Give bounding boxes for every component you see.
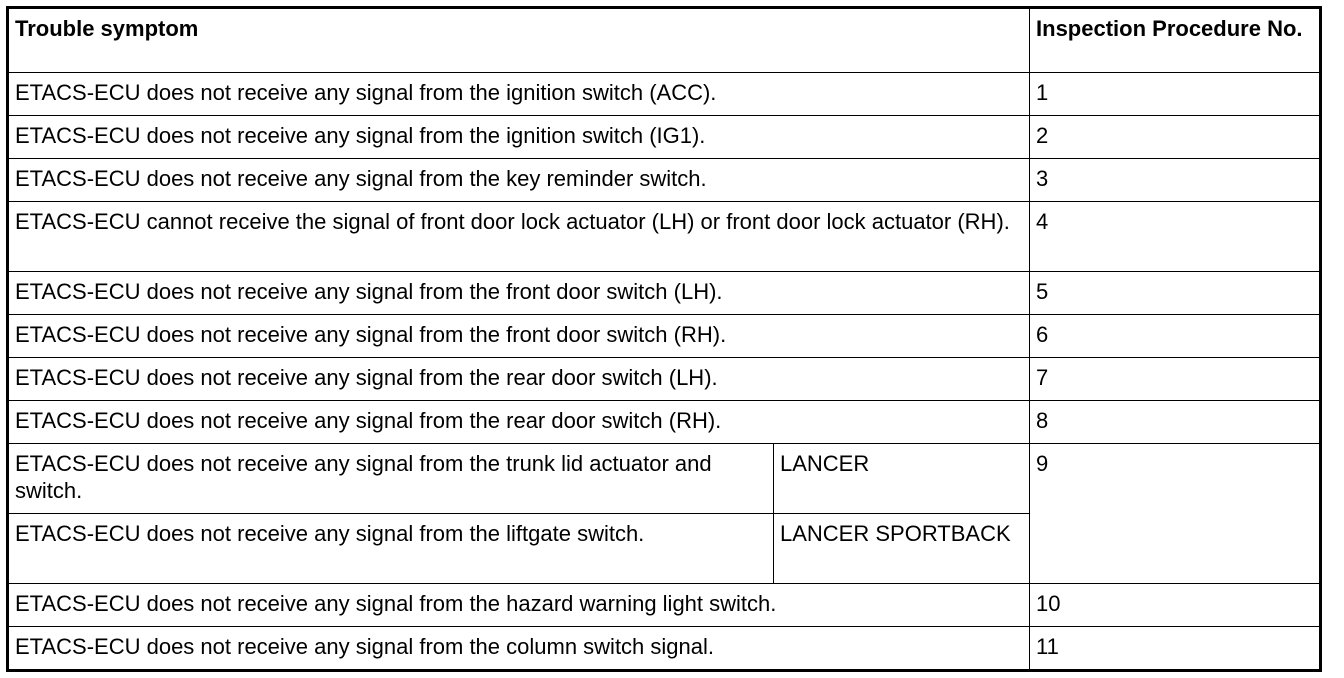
symptom-cell: ETACS-ECU does not receive any signal from the key reminder switch.	[8, 159, 1030, 202]
model-cell: LANCER SPORTBACK	[774, 514, 1030, 584]
model-cell: LANCER	[774, 444, 1030, 514]
trouble-symptom-table-wrapper	[6, 6, 1322, 672]
symptom-cell: ETACS-ECU does not receive any signal from the trunk lid actuator and switch.	[8, 444, 774, 514]
table-row	[8, 116, 1321, 159]
symptom-cell: ETACS-ECU does not receive any signal from the rear door switch (LH).	[8, 358, 1030, 401]
table-row	[8, 159, 1321, 202]
table-row	[8, 272, 1321, 315]
table-row	[8, 73, 1321, 116]
procedure-no-cell: 5	[1030, 272, 1321, 315]
symptom-cell: ETACS-ECU does not receive any signal from the front door switch (LH).	[8, 272, 1030, 315]
table-row	[8, 444, 1321, 514]
procedure-no-cell: 6	[1030, 315, 1321, 358]
table-row	[8, 202, 1321, 272]
symptom-cell: ETACS-ECU does not receive any signal from the ignition switch (ACC).	[8, 73, 1030, 116]
symptom-cell: ETACS-ECU does not receive any signal from the column switch signal.	[8, 627, 1030, 671]
procedure-no-cell: 8	[1030, 401, 1321, 444]
procedure-no-cell: 11	[1030, 627, 1321, 671]
procedure-no-cell: 4	[1030, 202, 1321, 272]
table-row	[8, 584, 1321, 627]
procedure-no-cell: 7	[1030, 358, 1321, 401]
table-row	[8, 401, 1321, 444]
procedure-no-cell: 2	[1030, 116, 1321, 159]
symptom-cell: ETACS-ECU cannot receive the signal of front door lock actuator (LH) or front door lock actuator (RH).	[8, 202, 1030, 272]
table-row	[8, 315, 1321, 358]
table-header-row	[8, 8, 1321, 73]
table-row	[8, 358, 1321, 401]
procedure-no-cell: 1	[1030, 73, 1321, 116]
procedure-no-cell: 10	[1030, 584, 1321, 627]
table-row	[8, 627, 1321, 671]
header-trouble-symptom: Trouble symptom	[8, 8, 1030, 73]
symptom-cell: ETACS-ECU does not receive any signal from the hazard warning light switch.	[8, 584, 1030, 627]
procedure-no-cell: 3	[1030, 159, 1321, 202]
symptom-cell: ETACS-ECU does not receive any signal from the rear door switch (RH).	[8, 401, 1030, 444]
symptom-cell: ETACS-ECU does not receive any signal from the ignition switch (IG1).	[8, 116, 1030, 159]
header-inspection-procedure-no: Inspection Procedure No.	[1030, 8, 1321, 73]
procedure-no-cell: 9	[1030, 444, 1321, 584]
trouble-symptom-table	[6, 6, 1322, 672]
symptom-cell: ETACS-ECU does not receive any signal from the front door switch (RH).	[8, 315, 1030, 358]
symptom-cell: ETACS-ECU does not receive any signal from the liftgate switch.	[8, 514, 774, 584]
